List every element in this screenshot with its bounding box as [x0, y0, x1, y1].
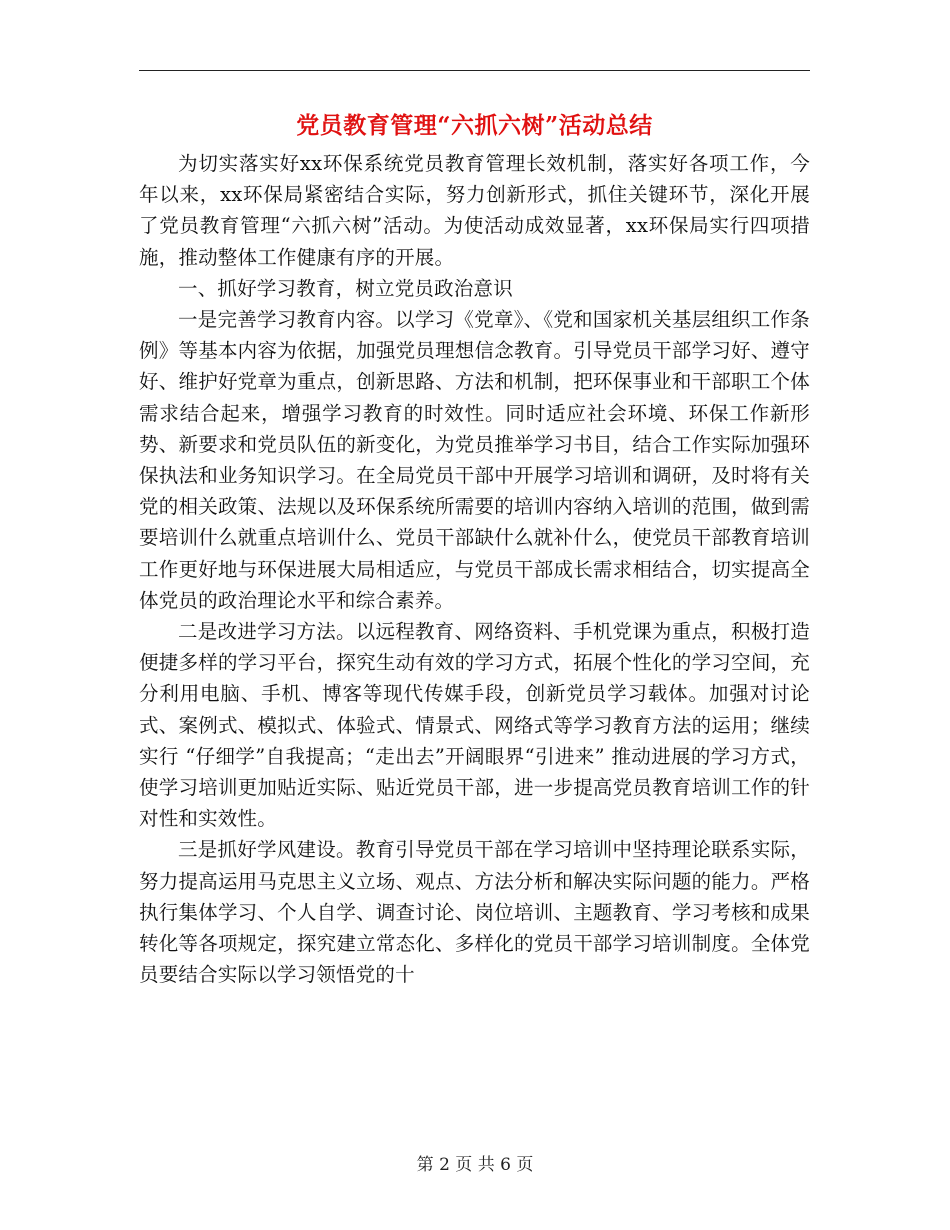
intro-paragraph: 为切实落实好xx环保系统党员教育管理长效机制，落实好各项工作，今年以来，xx环保局紧密结合实际，努力创新形式，抓住关键环节，深化开展了党员教育管理“六抓六树”活动。为使活动成效显著，xx环保局实行四项措施，推动整体工作健康有序的开展。: [139, 152, 810, 269]
body-paragraph: 二是改进学习方法。以远程教育、网络资料、手机党课为重点，积极打造便捷多样的学习平台，探究生动有效的学习方式，拓展个性化的学习空间，充分利用电脑、手机、博客等现代传媒手段，创新党员学习载体。加强对讨论式、案例式、模拟式、体验式、情景式、网络式等学习教育方法的运用；继续实行 “仔细学”自我提高；“走出去”开阔眼界“引进来” 推动进展的学习方式，使学习培训更加贴近实际、贴近党员干部，进一步提高党员教育培训工作的针对性和实效性。: [139, 620, 810, 831]
body-paragraph: 一是完善学习教育内容。以学习《党章》、《党和国家机关基层组织工作条例》等基本内容为依据，加强党员理想信念教育。引导党员干部学习好、遵守好、维护好党章为重点，创新思路、方法和机制，把环保事业和干部职工个体需求结合起来，增强学习教育的时效性。同时适应社会环境、环保工作新形势、新要求和党员队伍的新变化，为党员推举学习书目，结合工作实际加强环保执法和业务知识学习。在全局党员干部中开展学习培训和调研，及时将有关党的相关政策、法规以及环保系统所需要的培训内容纳入培训的范围，做到需要培训什么就重点培训什么、党员干部缺什么就补什么，使党员干部教育培训工作更好地与环保进展大局相适应，与党员干部成长需求相结合，切实提高全体党员的政治理论水平和综合素养。: [139, 308, 810, 612]
section-heading: 一、抓好学习教育，树立党员政治意识: [178, 276, 513, 300]
document-title: 党员教育管理“六抓六树”活动总结: [296, 112, 653, 139]
page-number: 第 2 页 共 6 页: [416, 1155, 534, 1175]
body-paragraph: 三是抓好学风建设。教育引导党员干部在学习培训中坚持理论联系实际，努力提高运用马克思主义立场、观点、方法分析和解决实际问题的能力。严格执行集体学习、个人自学、调查讨论、岗位培训、主题教育、学习考核和成果转化等各项规定，探究建立常态化、多样化的党员干部学习培训制度。全体党员要结合实际以学习领悟党的十: [139, 838, 810, 987]
document-body: [139, 148, 810, 990]
header-rule: [139, 70, 810, 71]
